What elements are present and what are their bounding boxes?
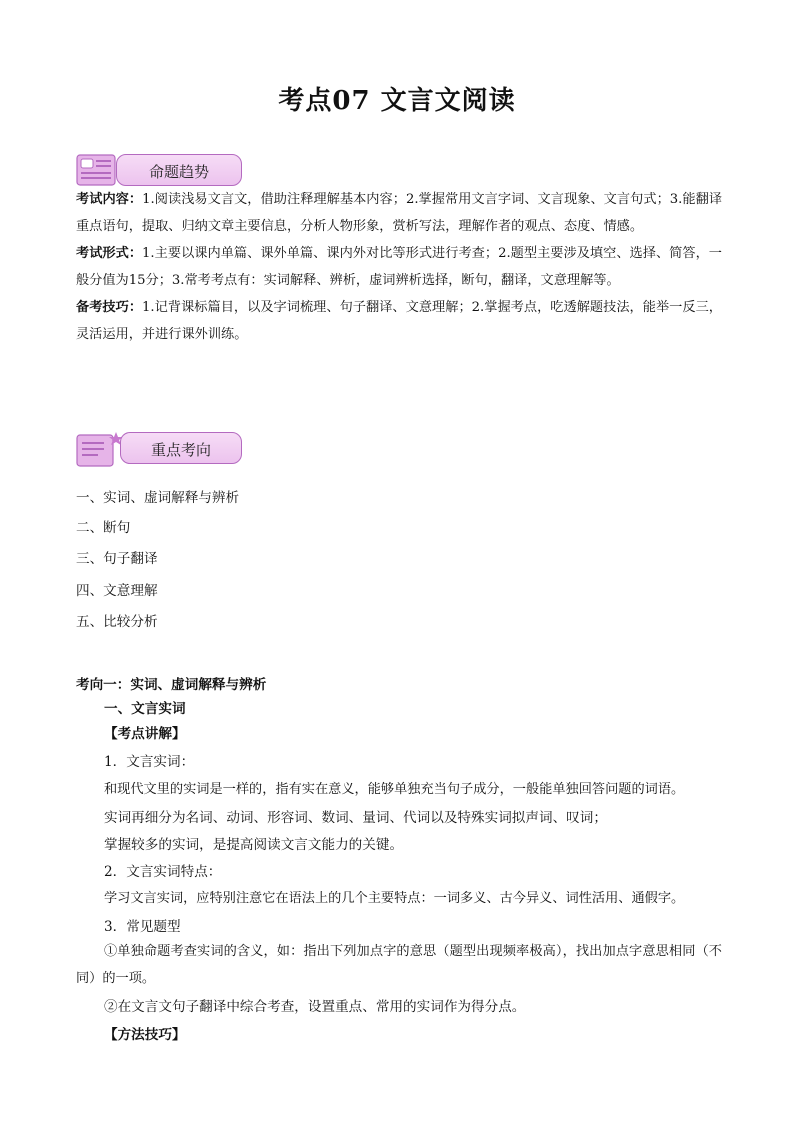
item3-title: 3．常见题型 <box>104 919 181 935</box>
section-heading: 考向一：实词、虚词解释与辨析 <box>76 677 267 693</box>
exam-content-paragraph <box>76 186 722 240</box>
sub-heading: 一、文言实词 <box>104 701 186 717</box>
prep-skill-text: 1.记背课标篇目，以及字词梳理、句子翻译、文意理解；2.掌握考点，吃透解题技法，能举一反三，灵活运用，并进行课外训练。 <box>76 300 722 342</box>
focus-item-5: 五、比较分析 <box>76 614 158 630</box>
exam-content-label: 考试内容： <box>76 192 143 207</box>
item1-line2: 实词再细分为名词、动词、形容词、数词、量词、代词以及特殊实词拟声词、叹词； <box>104 810 607 826</box>
item2-line1: 学习文言实词，应特别注意它在语法上的几个主要特点：一词多义、古今异义、词性活用、通假字。 <box>104 891 685 906</box>
exam-form-paragraph <box>76 240 722 294</box>
focus-item-2: 二、断句 <box>76 520 131 536</box>
focus-item-3: 三、句子翻译 <box>76 551 158 567</box>
focus-item-4: 四、文意理解 <box>76 583 158 599</box>
prep-skill-label: 备考技巧： <box>76 300 143 315</box>
notes-icon <box>76 430 124 470</box>
item2-title: 2．文言实词特点： <box>104 864 222 880</box>
item3-paragraph-2: ②在文言文句子翻译中综合考查，设置重点、常用的实词作为得分点。 <box>104 999 526 1015</box>
method-label: 【方法技巧】 <box>104 1027 186 1043</box>
point-label: 【考点讲解】 <box>104 726 186 742</box>
focus-item-1: 一、实词、虚词解释与辨析 <box>76 490 240 506</box>
item3-paragraph-1: ①单独命题考查实词的含义，如：指出下列加点字的意思（题型出现频率极高），找出加点字意思相同（不同）的一项。 <box>76 944 722 986</box>
page-title: 考点07 文言文阅读 <box>278 86 516 116</box>
item1-line3: 掌握较多的实词，是提高阅读文言文能力的关键。 <box>104 837 404 853</box>
exam-content-text: 1.阅读浅易文言文，借助注释理解基本内容；2.掌握常用文言字词、文言现象、文言句式；3.能翻译重点语句，提取、归纳文章主要信息，分析人物形象，赏析写法，理解作者的观点、态度、情感。 <box>76 192 723 234</box>
exam-form-text: 1.主要以课内单篇、课外单篇、课内外对比等形式进行考查；2.题型主要涉及填空、选择、简答，一般分值为15分；3.常考考点有：实词解释、辨析，虚词辨析选择，断句，翻译，文意理解等。 <box>76 246 722 288</box>
section-badge-trend <box>76 152 216 190</box>
section-badge-focus <box>76 430 216 468</box>
exam-form-label: 考试形式： <box>76 246 143 261</box>
item1-line1: 和现代文里的实词是一样的，指有实在意义，能够单独充当句子成分，一般能单独回答问题的词语。 <box>104 782 685 797</box>
badge-label-focus: 重点考向 <box>150 441 211 459</box>
badge-label-trend: 命题趋势 <box>148 163 209 181</box>
prep-skill-paragraph <box>76 294 722 348</box>
item1-title: 1．文言实词： <box>104 754 195 770</box>
